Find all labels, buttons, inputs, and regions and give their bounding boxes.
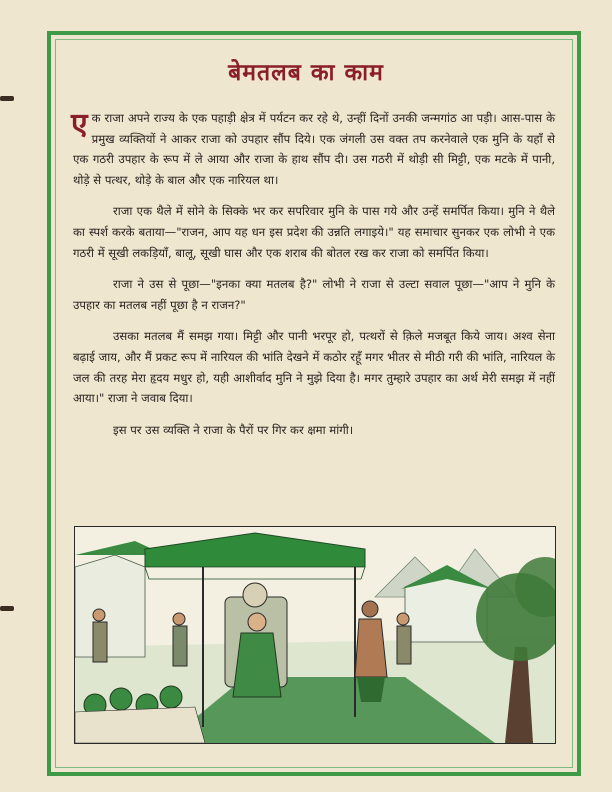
drop-cap: ए [71, 107, 88, 142]
story-body [73, 108, 555, 451]
paragraph-2: राजा एक थैले में सोने के सिक्के भर कर सपरिवार मुनि के पास गये और उन्हें समर्पित किया। मुनि ने थैले का स्पर्श करके बताया—"राजन, आप यह धन इस प्रदेश की उन्नति लगाइये।" यह समाचार सुनकर एक लोभी ने एक गठरी में सूखी लकड़ियाँ, बालू, सूखी घास और एक शराब की बोतल रख कर राजा को समर्पित किया। [73, 204, 555, 260]
binding-mark-bottom [0, 606, 14, 611]
binding-mark-top [0, 96, 14, 101]
paragraph-1-text: क राजा अपने राज्य के एक पहाड़ी क्षेत्र में पर्यटन कर रहे थे, उन्हीं दिनों उनकी जन्मगांठ आ पड़ी। आस-पास के प्रमुख व्यक्तियों ने आकर राजा को उपहार सौंप दिये। एक जंगली उस वक्त तप करनेवाले एक मुनि के यहाँ से एक गठरी उपहार के रूप में ले आया और राजा के हाथ सौंप दी। उस गठरी में थोड़ी सी मिट्टी, एक मटके में पानी, थोड़े से पत्थर, थोड़े के बाल और एक नारियल था। [73, 111, 555, 187]
paragraph-3: राजा ने उस से पूछा—"इनका क्या मतलब है?" लोभी ने राजा से उल्टा सवाल पूछा—"आप ने मुनि के उपहार का मतलब नहीं पूछा है न राजन?" [73, 277, 555, 312]
court-scene-image [75, 527, 555, 743]
paragraph-5: इस पर उस व्यक्ति ने राजा के पैरों पर गिर कर क्षमा मांगी। [113, 422, 354, 437]
story-illustration [74, 526, 556, 744]
story-title: बेमतलब का काम [228, 60, 384, 86]
paragraph-1 [73, 108, 555, 190]
paragraph-4: उसका मतलब मैं समझ गया। मिट्टी और पानी भरपूर हो, पत्थरों से क़िले मजबूत किये जाय। अश्व सेना बढ़ाई जाय, और मैं प्रकट रूप में नारियल की भांति देखने में कठोर रहूँ मगर भीतर से मीठी गरी की भांति, नारियल के जल की तरह मेरा हृदय मधुर हो, यही आशीर्वाद मुनि ने मुझे दिया है। मगर तुम्हारे उपहार का अर्थ मेरी समझ में नहीं आया।" राजा ने जवाब दिया। [73, 329, 555, 406]
